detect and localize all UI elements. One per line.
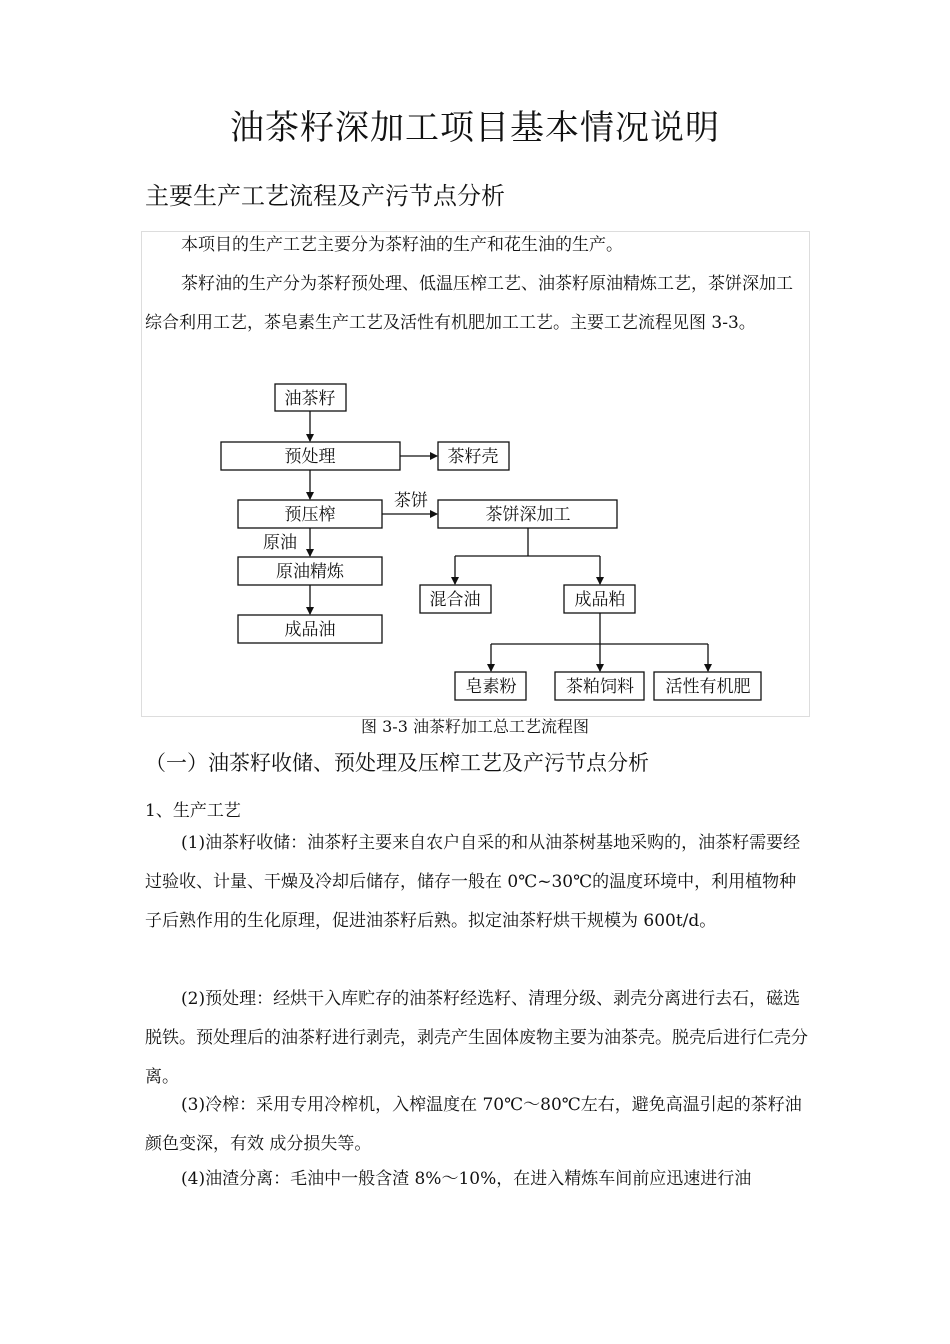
sub-subheading: 1、生产工艺 [145,801,241,821]
node-prepress-label: 预压榨 [284,505,336,525]
section-heading: 主要生产工艺流程及产污节点分析 [145,182,505,210]
node-cake-deep-label: 茶饼深加工 [485,505,571,525]
paragraph-storage: (1)油茶籽收储：油茶籽主要来自农户自采的和从油茶树基地采购的，油茶籽需要经过验收、计量、干燥及冷却后储存，储存一般在 0℃~30℃的温度环境中，利用植物种子后熟作用的生化原理，促进油茶籽后熟。拟定油茶籽烘干规模为 600t/d。 [145,833,801,931]
node-seed-label: 油茶籽 [284,389,336,409]
node-feed-label: 茶粕饲料 [566,677,634,697]
document-title: 油茶籽深加工项目基本情况说明 [230,108,720,148]
figure-caption: 图 3-3 油茶籽加工总工艺流程图 [361,717,589,736]
paragraph-residue-separation: (4)油渣分离：毛油中一般含渣 8%～10%，在进入精炼车间前应迅速进行油 [181,1169,752,1189]
edge-crude-label: 原油 [263,533,297,553]
node-saponin-label: 皂素粉 [465,677,517,697]
edge-cake-label: 茶饼 [394,491,428,511]
paragraph-pretreatment: (2)预处理：经烘干入库贮存的油茶籽经选籽、清理分级、剥壳分离进行去石，磁选脱铁。预处理后的油茶籽进行剥壳，剥壳产生固体废物主要为油茶壳。脱壳后进行仁壳分离。 [145,989,808,1087]
node-final-oil-label: 成品油 [284,620,336,640]
paragraph-cold-press: (3)冷榨：采用专用冷榨机，入榨温度在 70℃～80℃左右，避免高温引起的茶籽油颜色变深，有效 成分损失等。 [145,1095,802,1154]
intro-paragraph-1: 本项目的生产工艺主要分为茶籽油的生产和花生油的生产。 [181,235,623,255]
node-fertilizer-label: 活性有机肥 [665,677,751,697]
node-refine-label: 原油精炼 [276,562,344,582]
subsection-heading: （一）油茶籽收储、预处理及压榨工艺及产污节点分析 [145,751,649,775]
intro-paragraph-2: 茶籽油的生产分为茶籽预处理、低温压榨工艺、油茶籽原油精炼工艺，茶饼深加工综合利用工艺，茶皂素生产工艺及活性有机肥加工工艺。主要工艺流程见图 3-3。 [145,274,793,333]
node-shell-label: 茶籽壳 [447,447,499,467]
node-meal-label: 成品粕 [574,590,626,610]
node-pretreat-label: 预处理 [284,447,336,467]
node-mixed-oil-label: 混合油 [429,590,481,610]
